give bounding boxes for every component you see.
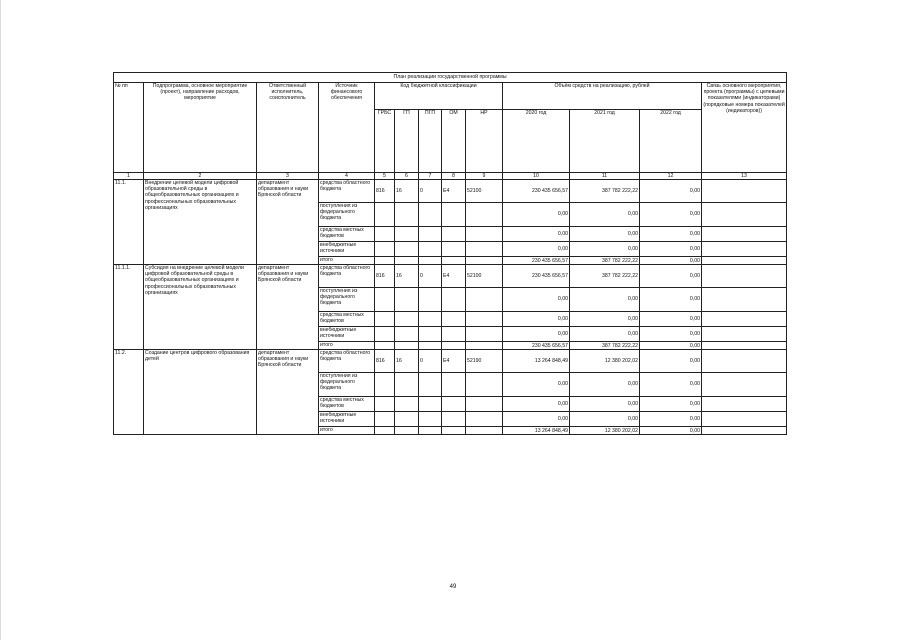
code-om: E4 — [442, 180, 466, 203]
code-cell-empty — [419, 373, 442, 397]
value-2021: 0,00 — [570, 288, 640, 312]
code-cell-empty — [375, 203, 395, 227]
value-2022: 0,00 — [640, 312, 702, 327]
code-cell-empty — [375, 342, 395, 350]
code-cell-empty — [419, 242, 442, 257]
link-cell — [702, 327, 787, 342]
value-2022: 0,00 — [640, 350, 702, 373]
row-source: внебюджетные источники — [319, 327, 375, 342]
code-cell-empty — [466, 203, 503, 227]
code-pgp: 0 — [419, 180, 442, 203]
value-2021: 12 380 202,02 — [570, 350, 640, 373]
code-cell-empty — [395, 327, 419, 342]
code-cell-empty — [442, 397, 466, 412]
column-number-cell: 1 — [114, 173, 144, 180]
code-cell-empty — [442, 288, 466, 312]
value-2020: 13 264 848,49 — [503, 427, 570, 435]
value-2020: 0,00 — [503, 288, 570, 312]
code-cell-empty — [395, 373, 419, 397]
code-cell-empty — [466, 373, 503, 397]
code-cell-empty — [442, 242, 466, 257]
code-cell-empty — [395, 288, 419, 312]
column-number-cell: 9 — [466, 173, 503, 180]
row-source: средства местных бюджетов — [319, 227, 375, 242]
value-2020: 230 435 656,57 — [503, 257, 570, 265]
code-cell-empty — [442, 373, 466, 397]
row-source: поступления из федерального бюджета — [319, 203, 375, 227]
row-source: внебюджетные источники — [319, 412, 375, 427]
header-2020: 2020 год — [503, 110, 570, 173]
header-2021: 2021 год — [570, 110, 640, 173]
value-2022: 0,00 — [640, 427, 702, 435]
value-2022: 0,00 — [640, 342, 702, 350]
column-number-cell: 3 — [257, 173, 319, 180]
header-num: № пп — [114, 83, 144, 173]
row-number: 11.2. — [114, 350, 144, 435]
code-cell-empty — [466, 327, 503, 342]
row-source: средства областного бюджета — [319, 350, 375, 373]
code-cell-empty — [395, 203, 419, 227]
code-cell-empty — [395, 397, 419, 412]
code-cell-empty — [419, 427, 442, 435]
value-2021: 0,00 — [570, 373, 640, 397]
link-cell — [702, 342, 787, 350]
row-source: средства областного бюджета — [319, 265, 375, 288]
row-name: Создание центров цифрового образования детей — [144, 350, 257, 435]
link-cell — [702, 242, 787, 257]
value-2020: 0,00 — [503, 327, 570, 342]
row-source: итого — [319, 427, 375, 435]
value-2020: 0,00 — [503, 242, 570, 257]
code-cell-empty — [395, 342, 419, 350]
row-responsible: департамент образования и науки Брянской области — [257, 350, 319, 435]
code-cell-empty — [375, 242, 395, 257]
code-cell-empty — [466, 342, 503, 350]
code-grbs: 816 — [375, 180, 395, 203]
code-cell-empty — [375, 312, 395, 327]
code-cell-empty — [466, 257, 503, 265]
column-number-cell: 6 — [395, 173, 419, 180]
row-responsible: департамент образования и науки Брянской области — [257, 180, 319, 265]
value-2022: 0,00 — [640, 203, 702, 227]
code-cell-empty — [442, 342, 466, 350]
value-2020: 13 264 848,49 — [503, 350, 570, 373]
code-cell-empty — [442, 257, 466, 265]
header-gp: ГП — [395, 110, 419, 173]
value-2020: 0,00 — [503, 203, 570, 227]
value-2022: 0,00 — [640, 242, 702, 257]
link-cell — [702, 288, 787, 312]
header-link: Связь основного мероприятия, проекта (программы) с целевыми показателями (индикаторами) (порядковые номера показателей (индикаторов)) — [702, 83, 787, 173]
header-subprogram: Подпрограмма, основное мероприятие (проект), направление расходов, мероприятие — [144, 83, 257, 173]
column-number-cell: 5 — [375, 173, 395, 180]
code-om: E4 — [442, 265, 466, 288]
row-source: средства областного бюджета — [319, 180, 375, 203]
header-2022: 2022 год — [640, 110, 702, 173]
code-cell-empty — [419, 257, 442, 265]
row-source: средства местных бюджетов — [319, 312, 375, 327]
code-nr: 52100 — [466, 180, 503, 203]
column-number-cell: 2 — [144, 173, 257, 180]
code-grbs: 816 — [375, 350, 395, 373]
link-cell — [702, 257, 787, 265]
code-cell-empty — [466, 412, 503, 427]
link-cell — [702, 412, 787, 427]
code-cell-empty — [442, 203, 466, 227]
code-cell-empty — [466, 288, 503, 312]
link-cell — [702, 203, 787, 227]
value-2020: 230 435 656,57 — [503, 265, 570, 288]
column-number-cell: 11 — [570, 173, 640, 180]
header-pgp: ПГП — [419, 110, 442, 173]
code-cell-empty — [419, 203, 442, 227]
table-title: План реализации государственной программы — [114, 73, 787, 83]
value-2021: 387 782 222,22 — [570, 342, 640, 350]
column-number-cell: 4 — [319, 173, 375, 180]
column-number-cell: 8 — [442, 173, 466, 180]
code-cell-empty — [442, 427, 466, 435]
row-responsible: департамент образования и науки Брянской области — [257, 265, 319, 350]
row-source: поступления из федерального бюджета — [319, 288, 375, 312]
code-pgp: 0 — [419, 265, 442, 288]
code-cell-empty — [419, 412, 442, 427]
code-cell-empty — [375, 397, 395, 412]
value-2021: 387 782 222,22 — [570, 180, 640, 203]
table-row — [114, 350, 787, 373]
code-cell-empty — [395, 242, 419, 257]
value-2020: 0,00 — [503, 227, 570, 242]
code-cell-empty — [442, 412, 466, 427]
value-2022: 0,00 — [640, 397, 702, 412]
row-source: итого — [319, 257, 375, 265]
link-cell — [702, 227, 787, 242]
code-cell-empty — [419, 342, 442, 350]
row-name: Внедрение целевой модели цифровой образовательной среды в общеобразовательных организациях и профессиональных образовательных организациях — [144, 180, 257, 265]
code-nr: 52100 — [466, 265, 503, 288]
header-budget-code: Код бюджетной классификации — [375, 83, 503, 110]
code-cell-empty — [419, 227, 442, 242]
code-cell-empty — [375, 327, 395, 342]
value-2021: 387 782 222,22 — [570, 257, 640, 265]
value-2022: 0,00 — [640, 265, 702, 288]
code-cell-empty — [419, 288, 442, 312]
row-source: поступления из федерального бюджета — [319, 373, 375, 397]
header-responsible: Ответственный исполнитель, соисполнитель — [257, 83, 319, 173]
column-number-cell: 13 — [702, 173, 787, 180]
code-cell-empty — [466, 427, 503, 435]
link-cell — [702, 373, 787, 397]
code-cell-empty — [395, 257, 419, 265]
code-cell-empty — [466, 312, 503, 327]
value-2021: 0,00 — [570, 327, 640, 342]
value-2021: 0,00 — [570, 227, 640, 242]
row-number: 11.1.1. — [114, 265, 144, 350]
link-cell — [702, 427, 787, 435]
code-om: E4 — [442, 350, 466, 373]
value-2021: 387 782 222,22 — [570, 265, 640, 288]
code-cell-empty — [442, 312, 466, 327]
column-number-row — [114, 173, 787, 180]
code-cell-empty — [395, 312, 419, 327]
value-2022: 0,00 — [640, 227, 702, 242]
code-cell-empty — [375, 257, 395, 265]
code-cell-empty — [442, 227, 466, 242]
value-2022: 0,00 — [640, 412, 702, 427]
value-2021: 0,00 — [570, 397, 640, 412]
value-2022: 0,00 — [640, 327, 702, 342]
header-source: Источник финансового обеспечения — [319, 83, 375, 173]
value-2020: 230 435 656,57 — [503, 180, 570, 203]
value-2022: 0,00 — [640, 180, 702, 203]
code-cell-empty — [395, 427, 419, 435]
column-number-cell: 7 — [419, 173, 442, 180]
value-2021: 0,00 — [570, 312, 640, 327]
value-2021: 12 380 202,02 — [570, 427, 640, 435]
value-2021: 0,00 — [570, 242, 640, 257]
table-row — [114, 265, 787, 288]
value-2020: 0,00 — [503, 312, 570, 327]
program-plan-table — [113, 72, 787, 435]
code-cell-empty — [419, 312, 442, 327]
link-cell — [702, 350, 787, 373]
header-grbs: ГРБС — [375, 110, 395, 173]
value-2021: 0,00 — [570, 203, 640, 227]
code-gp: 16 — [395, 350, 419, 373]
code-cell-empty — [375, 373, 395, 397]
row-source: итого — [319, 342, 375, 350]
code-cell-empty — [466, 397, 503, 412]
row-source: средства местных бюджетов — [319, 397, 375, 412]
link-cell — [702, 180, 787, 203]
code-gp: 16 — [395, 180, 419, 203]
link-cell — [702, 265, 787, 288]
row-source: внебюджетные источники — [319, 242, 375, 257]
code-cell-empty — [442, 327, 466, 342]
column-number-cell: 10 — [503, 173, 570, 180]
code-cell-empty — [395, 412, 419, 427]
code-gp: 16 — [395, 265, 419, 288]
code-cell-empty — [419, 397, 442, 412]
code-cell-empty — [466, 242, 503, 257]
value-2022: 0,00 — [640, 373, 702, 397]
value-2020: 0,00 — [503, 373, 570, 397]
code-cell-empty — [375, 412, 395, 427]
column-number-cell: 12 — [640, 173, 702, 180]
scan-edge — [0, 0, 1, 640]
value-2022: 0,00 — [640, 288, 702, 312]
code-nr: 52190 — [466, 350, 503, 373]
value-2020: 230 435 656,57 — [503, 342, 570, 350]
link-cell — [702, 312, 787, 327]
code-cell-empty — [395, 227, 419, 242]
value-2021: 0,00 — [570, 412, 640, 427]
code-grbs: 816 — [375, 265, 395, 288]
code-cell-empty — [375, 227, 395, 242]
page-number: 49 — [449, 584, 457, 590]
header-nr: НР — [466, 110, 503, 173]
value-2022: 0,00 — [640, 257, 702, 265]
header-om: ОМ — [442, 110, 466, 173]
code-cell-empty — [375, 427, 395, 435]
code-cell-empty — [375, 288, 395, 312]
link-cell — [702, 397, 787, 412]
table-row — [114, 180, 787, 203]
code-pgp: 0 — [419, 350, 442, 373]
header-volume: Объём средств на реализацию, рублей — [503, 83, 702, 110]
row-name: Субсидия на внедрение целевой модели цифровой образовательной среды в общеобразовательных организациях и профессиональных образовательных организациях — [144, 265, 257, 350]
value-2020: 0,00 — [503, 397, 570, 412]
value-2020: 0,00 — [503, 412, 570, 427]
row-number: 11.1. — [114, 180, 144, 265]
code-cell-empty — [419, 327, 442, 342]
code-cell-empty — [466, 227, 503, 242]
